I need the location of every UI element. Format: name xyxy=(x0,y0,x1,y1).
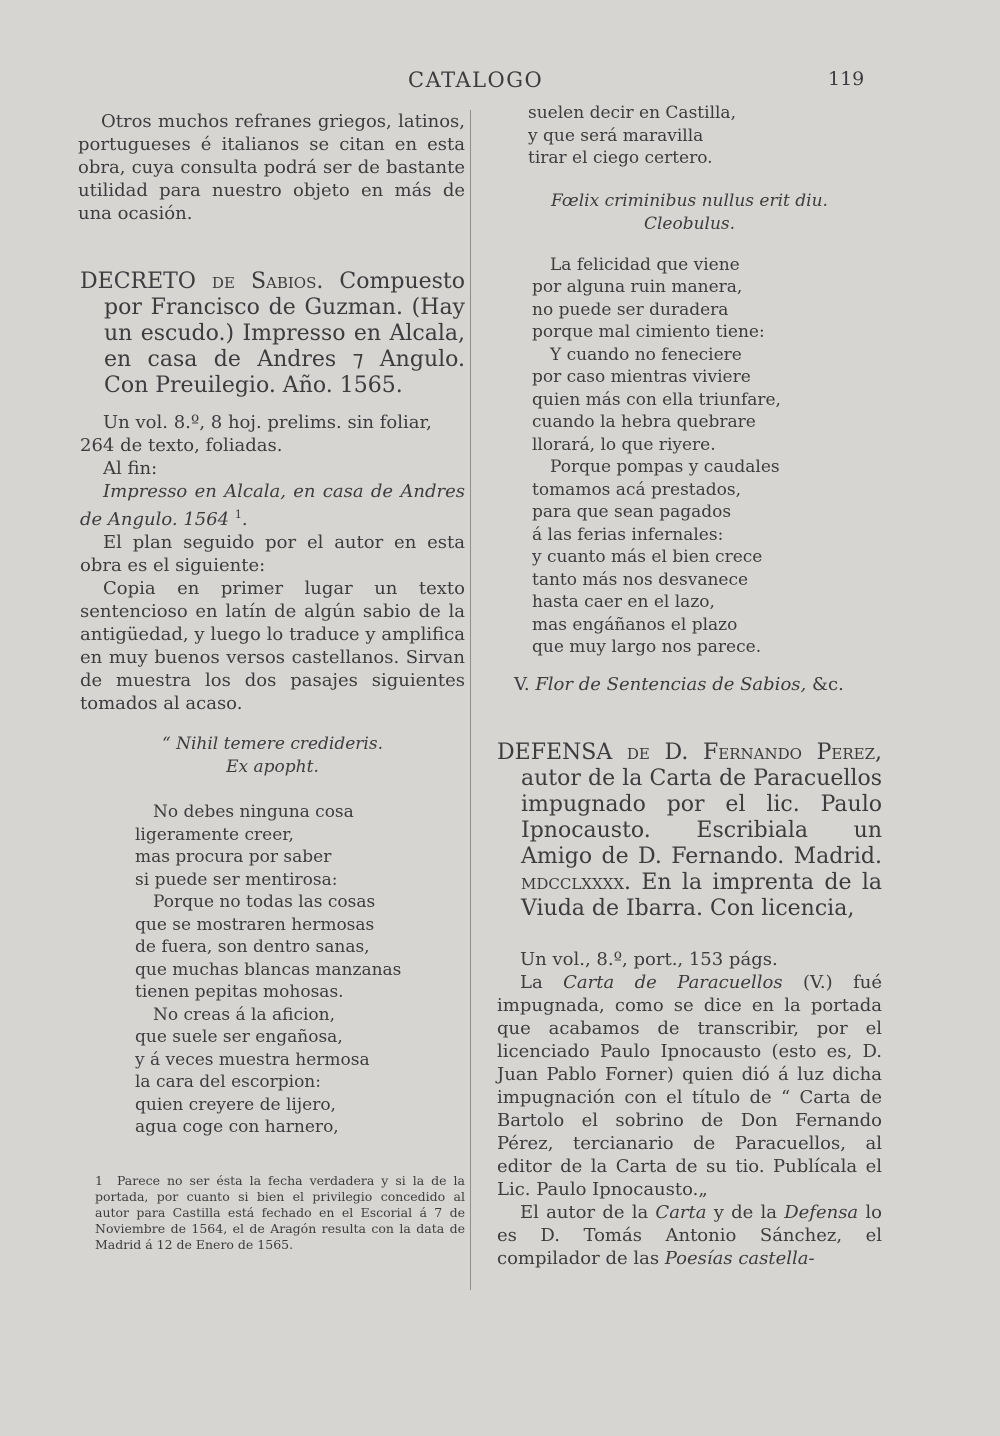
entry-imprint: . En la imprenta de la Viuda de Ibarra. Con licencia, xyxy=(521,869,882,921)
title-ref: Defensa xyxy=(784,1201,859,1223)
text-run: El autor de la xyxy=(520,1201,649,1223)
title-ref: Carta de Paracuellos xyxy=(563,971,783,993)
latin-source-2: Cleobulus. xyxy=(643,213,736,234)
entry-title: , autor de la Carta de Paracuellos impugnado por el lic. Paulo Ipnocausto. Escribiala un Amigo de D. Fernando. Madrid. xyxy=(521,739,883,869)
verse-line: mas procura por saber xyxy=(135,847,332,867)
verse-line: y á veces muestra hermosa xyxy=(135,1049,370,1070)
page-number: 119 xyxy=(828,68,865,90)
verse-line: y que será maravilla xyxy=(528,125,704,146)
verse-line: porque mal cimiento tiene: xyxy=(532,322,765,342)
footnote-text: Parece no ser ésta la fecha verdadera y si la de la portada, por cuanto si bien el privilegio concedido al autor para Castilla está fechado en el Escorial á 7 de Noviembre de 1564, el de Aragón resulta con la data de Madrid á 12 de Enero de 1565. xyxy=(95,1172,465,1252)
verse-line: quien más con ella triunfare, xyxy=(532,389,781,410)
physical-description: Un vol., 8.º, port., 153 págs. xyxy=(520,948,778,970)
verse-block-2 xyxy=(532,254,882,659)
verse-line: tienen pepitas mohosas. xyxy=(135,982,344,1002)
entry-defensa xyxy=(497,740,882,922)
verse-line: no puede ser duradera xyxy=(532,299,729,320)
footnote-ref: 1 xyxy=(234,508,242,521)
verse-line: suelen decir en Castilla, xyxy=(528,103,736,123)
entry-author: Sabios xyxy=(250,269,317,294)
see-also-etc: &c. xyxy=(811,673,844,695)
verse-line: La felicidad que viene xyxy=(550,254,740,275)
verse-line: No creas á la aficion, xyxy=(153,1004,336,1025)
right-column xyxy=(497,102,882,1270)
verse-line: tirar el ciego certero. xyxy=(528,148,713,168)
text-run: La xyxy=(520,971,543,993)
carta-paragraph xyxy=(497,971,882,1201)
colophon-text: Impresso en Alcala, en casa de Andres de Angulo. 1564 xyxy=(80,481,465,530)
text-run: (V.) fué impugnada, como se dice en la portada que acabamos de transcribir, por el licenciado Paulo Ipnocausto (esto es, D. Juan Pablo Forner) quien dió á luz dicha impugnación con el título de “ Carta de Bartolo el sobrino de Don Fernando Pérez, tercianario de Paracuellos, al editor de la Carta de su tio. Publícala el Lic. Paulo Ipnocausto.„ xyxy=(497,971,882,1200)
entry-date-roman: mdcclxxxx xyxy=(521,869,625,895)
title-ref: Poesías castella- xyxy=(664,1247,815,1269)
verse-line: agua coge con harnero, xyxy=(135,1117,339,1137)
text-run: lo es D. Tomás Antonio Sánchez, el compilador de las xyxy=(497,1201,882,1269)
verse-line: si puede ser mentirosa: xyxy=(135,869,338,890)
text-run: y de la xyxy=(713,1201,777,1223)
verse-line: cuando la hebra quebrare xyxy=(532,412,756,432)
entry-decreto xyxy=(80,269,465,399)
verse-line: á las ferias infernales: xyxy=(532,524,724,545)
plan-paragraph: El plan seguido por el autor en esta obra es el siguiente: xyxy=(80,532,465,576)
entry-headword: DECRETO xyxy=(80,269,196,294)
verse-line: y cuanto más el bien crece xyxy=(532,547,763,567)
cross-reference xyxy=(514,673,882,696)
verse-line: que muchas blancas manzanas xyxy=(135,959,402,980)
entry-author: D. Fernando Perez xyxy=(664,739,876,765)
verse-line: Porque no todas las cosas xyxy=(153,892,376,912)
verse-continuation xyxy=(528,102,882,170)
colophon xyxy=(80,480,465,531)
verse-line: quien creyere de lijero, xyxy=(135,1094,336,1115)
entry-headword: DEFENSA xyxy=(497,739,613,765)
see-also-marker: V. xyxy=(514,673,530,695)
footnote xyxy=(95,1173,465,1253)
verse-line: Porque pompas y caudales xyxy=(550,457,780,477)
colophon-period: . xyxy=(241,509,248,530)
verse-line: por alguna ruin manera, xyxy=(532,277,743,297)
latin-sentence-1: “ Nihil temere credideris. xyxy=(162,734,383,754)
entry-particle: de xyxy=(626,739,650,765)
verse-line: mas engáñanos el plazo xyxy=(532,614,738,635)
verse-line: hasta caer en el lazo, xyxy=(532,592,715,612)
title-ref: Carta xyxy=(655,1201,707,1223)
see-also-title: Flor de Sentencias de Sabios, xyxy=(535,673,807,695)
verse-line: tomamos acá prestados, xyxy=(532,479,742,500)
latin-source-1: Ex apopht. xyxy=(226,757,319,777)
physical-description: Un vol. 8.º, 8 hoj. prelims. sin foliar, 264 de texto, foliadas. xyxy=(80,412,432,456)
column-rule xyxy=(470,110,471,1290)
latin-sentence-2: Fœlix criminibus nullus erit diu. xyxy=(551,190,828,211)
verse-line: por caso mientras viviere xyxy=(532,367,751,387)
entry-particle: de xyxy=(211,269,235,294)
verse-line: llorará, lo que riyere. xyxy=(532,434,716,455)
footnote-number: 1 xyxy=(95,1172,103,1188)
verse-line: No debes ninguna cosa xyxy=(153,802,354,822)
verse-line: tanto más nos desvanece xyxy=(532,569,749,590)
author-paragraph xyxy=(497,1201,882,1270)
verse-line: que muy largo nos parece. xyxy=(532,637,762,657)
running-head: CATALOGO xyxy=(408,68,544,92)
verse-line: para que sean pagados xyxy=(532,502,732,522)
verse-line: que suele ser engañosa, xyxy=(135,1027,343,1047)
entry-imprint: . Compuesto por Francisco de Guzman. (Hay un escudo.) Impresso en Alcala, en casa de Andres ⁊ Angulo. Con Preuilegio. Año. 1565. xyxy=(104,269,466,398)
copia-paragraph: Copia en primer lugar un texto sentencioso en latín de algún sabio de la antigüedad, y luego lo traduce y amplifica en muy buenos versos castellanos. Sirvan de muestra los dos pasajes siguientes tomados al acaso. xyxy=(80,578,465,714)
verse-line: Y cuando no feneciere xyxy=(550,344,742,365)
verse-line: ligeramente creer, xyxy=(135,824,294,845)
left-column xyxy=(80,110,465,1253)
verse-line: que se mostraren hermosas xyxy=(135,914,375,935)
verse-block-1 xyxy=(135,801,465,1139)
verse-line: la cara del escorpion: xyxy=(135,1072,321,1092)
verse-line: de fuera, son dentro sanas, xyxy=(135,937,370,957)
al-fin-label: Al fin: xyxy=(103,458,158,479)
intro-paragraph: Otros muchos refranes griegos, latinos, portugueses é italianos se citan en esta obra, cuya consulta podrá ser de bastante utilidad para nuestro objeto en más de una ocasión. xyxy=(78,111,465,224)
